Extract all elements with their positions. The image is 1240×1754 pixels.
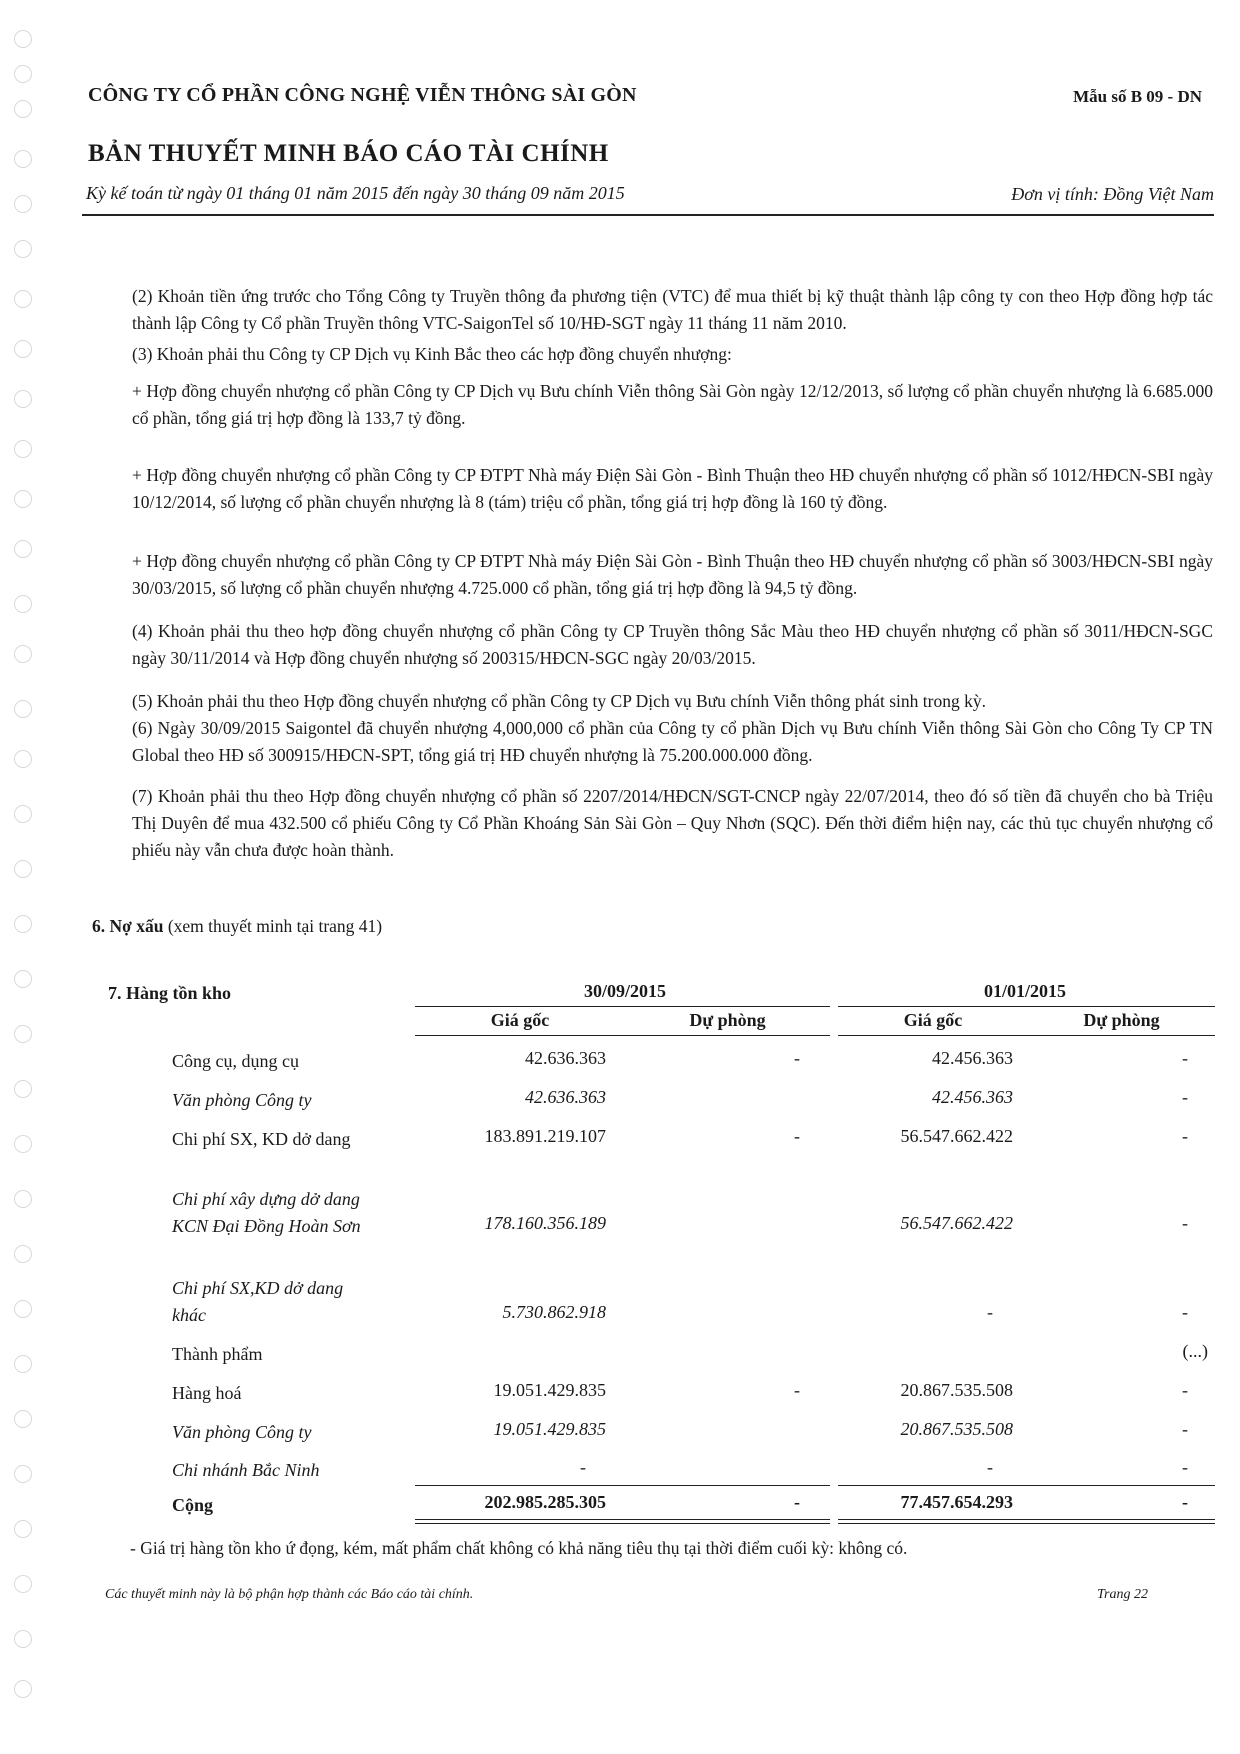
currency-unit: Đơn vị tính: Đồng Việt Nam (1011, 184, 1214, 204)
row-construction-wip-prov-2: - (1182, 1213, 1188, 1233)
section-6-note: (xem thuyết minh tại trang 41) (163, 916, 383, 936)
form-number: Mẫu số B 09 - DN (1073, 87, 1202, 106)
inventory-footnote: - Giá trị hàng tồn kho ứ đọng, kém, mất phẩm chất không có khả năng tiêu thụ tại thời điểm cuối kỳ: không có. (130, 1538, 908, 1558)
header-rule (82, 214, 1214, 216)
total-double-rule-2b (838, 1523, 1215, 1524)
row-label-total: Cộng (172, 1495, 214, 1515)
note-2: (2) Khoản tiền ứng trước cho Tổng Công ty Truyền thông đa phương tiện (VTC) để mua thiết bị kỹ thuật thành lập công ty con theo Hợp đồng hợp tác thành lập Công ty Cổ phần Truyền thông VTC-SaigonTel số 10/HĐ-SGT ngày 11 tháng 11 năm 2010. (132, 286, 1213, 333)
total-double-rule-1b (415, 1523, 830, 1524)
row-tools-prov-1: - (794, 1048, 800, 1068)
row-bac-ninh-cost-1: - (580, 1457, 586, 1477)
col-provision-2: Dự phòng (1083, 1010, 1160, 1030)
section-7-title: 7. Hàng tồn kho (108, 983, 232, 1003)
row-merchandise-prov-2: - (1182, 1380, 1188, 1400)
row-label-bac-ninh-branch: Chi nhánh Bắc Ninh (172, 1460, 320, 1480)
row-head-office-goods-cost-2: 20.867.535.508 (900, 1419, 1013, 1439)
note-3-contract-1: + Hợp đồng chuyển nhượng cổ phần Công ty CP Dịch vụ Bưu chính Viễn thông Sài Gòn ngày 12/12/2013, số lượng cổ phần chuyển nhượng là 6.685.000 cổ phần, tổng giá trị hợp đồng là 133,7 tỷ đồng. (132, 381, 1213, 428)
row-label-finished-goods: Thành phẩm (172, 1344, 263, 1364)
total-top-rule-1 (415, 1485, 830, 1486)
document-title: BẢN THUYẾT MINH BÁO CÁO TÀI CHÍNH (88, 140, 609, 167)
section-6 (92, 916, 382, 937)
period-1-rule (415, 1006, 830, 1007)
col-provision-1: Dự phòng (689, 1010, 766, 1030)
col-header-rule-1 (415, 1035, 830, 1036)
row-wip-prov-1: - (794, 1126, 800, 1146)
row-tools-cost-1: 42.636.363 (525, 1048, 606, 1068)
row-total-prov-2: - (1182, 1492, 1188, 1512)
notes-block (132, 283, 1213, 864)
footer-note: Các thuyết minh này là bộ phận hợp thành các Báo cáo tài chính. (105, 1587, 474, 1602)
col-header-rule-2 (838, 1035, 1215, 1036)
row-tools-cost-2: 42.456.363 (932, 1048, 1013, 1068)
company-name: CÔNG TY CỔ PHẦN CÔNG NGHỆ VIỄN THÔNG SÀI GÒN (88, 84, 637, 106)
row-label-other-wip (172, 1275, 343, 1329)
row-head-office-tools-prov-2: - (1182, 1087, 1188, 1107)
row-head-office-tools-cost-2: 42.456.363 (932, 1087, 1013, 1107)
row-label-tools: Công cụ, dụng cụ (172, 1051, 299, 1071)
col-cost-2: Giá gốc (903, 1010, 963, 1030)
binder-holes (14, 20, 36, 1720)
total-double-rule-2a (838, 1519, 1215, 1520)
row-wip-cost-1: 183.891.219.107 (484, 1126, 606, 1146)
page-number: Trang 22 (1097, 1587, 1148, 1602)
row-head-office-goods-prov-2: - (1182, 1419, 1188, 1439)
row-label-other-wip-line-1: Chi phí SX,KD dở dang (172, 1278, 344, 1298)
total-top-rule-2 (838, 1485, 1215, 1486)
row-other-wip-cost-2: - (987, 1302, 993, 1322)
row-bac-ninh-cost-2: - (987, 1457, 993, 1477)
row-merchandise-cost-1: 19.051.429.835 (493, 1380, 606, 1400)
row-wip-prov-2: - (1182, 1126, 1188, 1146)
row-other-wip-prov-2: - (1182, 1302, 1188, 1322)
row-wip-cost-2: 56.547.662.422 (900, 1126, 1013, 1146)
row-label-construction-wip (172, 1186, 361, 1240)
row-label-merchandise: Hàng hoá (172, 1383, 242, 1403)
row-label-head-office-tools: Văn phòng Công ty (172, 1090, 312, 1110)
period-2-rule (838, 1006, 1215, 1007)
row-label-other-wip-line-2: khác (172, 1305, 206, 1325)
row-other-wip-cost-1: 5.730.862.918 (502, 1302, 606, 1322)
row-tools-prov-2: - (1182, 1048, 1188, 1068)
note-5: (5) Khoản phải thu theo Hợp đồng chuyển nhượng cổ phần Công ty CP Dịch vụ Bưu chính Viễn thông phát sinh trong kỳ. (132, 691, 986, 711)
row-label-construction-wip-line-2: KCN Đại Đồng Hoàn Sơn (172, 1216, 361, 1236)
row-head-office-tools-cost-1: 42.636.363 (525, 1087, 606, 1107)
note-3-contract-3: + Hợp đồng chuyển nhượng cổ phần Công ty CP ĐTPT Nhà máy Điện Sài Gòn - Bình Thuận theo HĐ chuyển nhượng cổ phần số 3003/HĐCN-SBI ngày 30/03/2015, số lượng cổ phần chuyển nhượng 4.725.000 cổ phần, tổng giá trị hợp đồng là 94,5 tỷ đồng. (132, 551, 1213, 598)
note-3: (3) Khoản phải thu Công ty CP Dịch vụ Kinh Bắc theo các hợp đồng chuyển nhượng: (132, 344, 732, 364)
row-head-office-goods-cost-1: 19.051.429.835 (493, 1419, 606, 1439)
note-6: (6) Ngày 30/09/2015 Saigontel đã chuyển nhượng 4,000,000 cổ phần của Công ty cổ phần Dịch vụ Bưu chính Viễn thông Sài Gòn cho Công Ty CP TN Global theo HĐ số 300915/HĐCN-SPT, tổng giá trị HĐ chuyển nhượng là 75.200.000.000 đồng. (132, 718, 1213, 765)
note-4: (4) Khoản phải thu theo hợp đồng chuyển nhượng cổ phần Công ty CP Truyền thông Sắc Màu theo HĐ chuyển nhượng cổ phần số 3011/HĐCN-SGC ngày 30/11/2014 và Hợp đồng chuyển nhượng số 200315/HĐCN-SGC ngày 20/03/2015. (132, 621, 1213, 668)
row-label-wip: Chi phí SX, KD dở dang (172, 1129, 351, 1149)
section-6-title: 6. Nợ xấu (92, 916, 164, 936)
row-label-construction-wip-line-1: Chi phí xây dựng dở dang (172, 1189, 360, 1209)
row-construction-wip-cost-2: 56.547.662.422 (900, 1213, 1013, 1233)
row-total-cost-2: 77.457.654.293 (900, 1492, 1013, 1512)
row-label-head-office-goods: Văn phòng Công ty (172, 1422, 312, 1442)
row-finished-goods-prov-2: (...) (1182, 1341, 1208, 1361)
row-merchandise-cost-2: 20.867.535.508 (900, 1380, 1013, 1400)
row-merchandise-prov-1: - (794, 1380, 800, 1400)
note-7: (7) Khoản phải thu theo Hợp đồng chuyển nhượng cổ phần số 2207/2014/HĐCN/SGT-CNCP ngày 22/07/2014, theo đó số tiền đã chuyển cho bà Triệu Thị Duyên để mua 432.500 cổ phiếu Công ty Cổ Phần Khoáng Sản Sài Gòn – Quy Nhơn (SQC). Đến thời điểm hiện nay, các thủ tục chuyển nhượng cổ phiếu này vẫn chưa được hoàn thành. (132, 786, 1213, 860)
row-total-cost-1: 202.985.285.305 (484, 1492, 606, 1512)
col-cost-1: Giá gốc (490, 1010, 550, 1030)
period-header-2: 01/01/2015 (983, 981, 1066, 1001)
period-header-1: 30/09/2015 (583, 981, 666, 1001)
row-bac-ninh-prov-2: - (1182, 1457, 1188, 1477)
row-construction-wip-cost-1: 178.160.356.189 (484, 1213, 606, 1233)
total-double-rule-1a (415, 1519, 830, 1520)
note-3-contract-2: + Hợp đồng chuyển nhượng cổ phần Công ty CP ĐTPT Nhà máy Điện Sài Gòn - Bình Thuận theo HĐ chuyển nhượng cổ phần số 1012/HĐCN-SBI ngày 10/12/2014, số lượng cổ phần chuyển nhượng là 8 (tám) triệu cổ phần, tổng giá trị hợp đồng là 160 tỷ đồng. (132, 465, 1213, 512)
row-total-prov-1: - (794, 1492, 800, 1512)
accounting-period: Kỳ kế toán từ ngày 01 tháng 01 năm 2015 đến ngày 30 tháng 09 năm 2015 (86, 183, 625, 203)
